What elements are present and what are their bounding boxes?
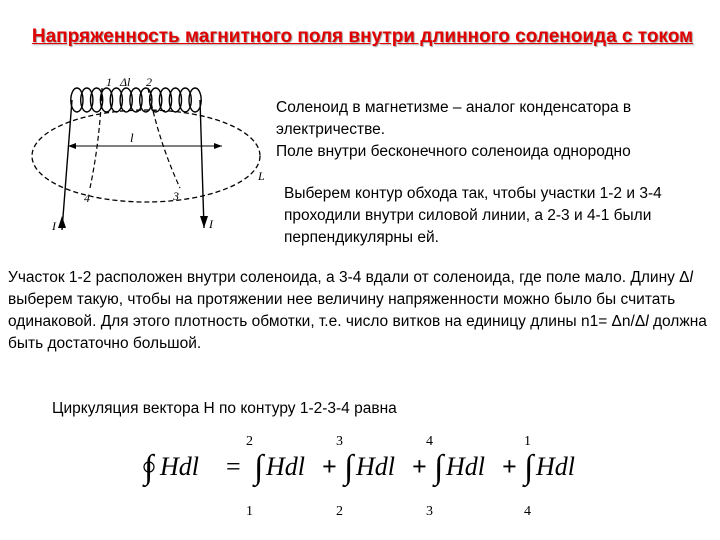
solenoid-figure <box>28 70 276 250</box>
solenoid-coils <box>71 88 201 112</box>
circulation-formula <box>130 420 610 530</box>
length-arrow-right <box>214 143 222 149</box>
intro-text <box>276 97 706 163</box>
section-l-symbol-2: l <box>645 313 649 330</box>
intro-line-1: Соленоид в магнетизме – аналог конденсатора в электричестве. <box>276 99 632 138</box>
page-title: Напряженность магнитного поля внутри длинного соленоида с током <box>31 26 694 47</box>
circulation-text: Циркуляция вектора Н по контуру 1-2-3-4 равна <box>52 400 397 417</box>
label-point-2: 2 <box>146 75 152 89</box>
integral-sign: ∫ <box>434 449 444 486</box>
equals-sign: = <box>226 452 241 481</box>
upper-limit: 2 <box>246 434 253 449</box>
contour-segment-2-3 <box>148 88 180 188</box>
label-length: l <box>130 130 134 145</box>
closed-integral-sign: ∫ <box>144 449 154 486</box>
integrand: Hdl <box>266 452 305 481</box>
integral-term-2 <box>336 434 395 519</box>
integrand: Hdl <box>446 452 485 481</box>
upper-limit: 4 <box>426 434 433 449</box>
section-text-mid: выберем такую, чтобы на протяжении нее величину напряженности можно было бы считать одинаковой. Для этого плотность обмотки, т.е. число витков на единицу длины n1= Δn/Δ <box>8 291 676 330</box>
intro-line-2: Поле внутри бесконечного соленоида однородно <box>276 143 631 160</box>
section-text-end: должна быть достаточно большой. <box>8 313 707 352</box>
plus-sign-2: + <box>412 452 427 481</box>
lower-limit: 2 <box>336 504 343 519</box>
integrand: Hdl <box>356 452 395 481</box>
current-out-arrow <box>200 216 208 228</box>
section-text <box>8 267 708 355</box>
label-point-3: 3 <box>173 189 179 203</box>
upper-limit: 1 <box>524 434 531 449</box>
lower-limit: 1 <box>246 504 253 519</box>
section-text-start: Участок 1-2 расположен внутри соленоида, а 3-4 вдали от соленоида, где поле мало. Длину Δ <box>8 269 690 286</box>
section-l-symbol-1: l <box>689 269 693 286</box>
label-delta-l: Δl <box>120 75 131 89</box>
label-point-4: 4 <box>84 191 90 205</box>
upper-limit: 3 <box>336 434 343 449</box>
current-in-arrow <box>58 216 66 228</box>
integral-term-3 <box>426 434 485 519</box>
integral-sign: ∫ <box>254 449 264 486</box>
label-current-out: I <box>209 217 213 231</box>
integral-sign: ∫ <box>524 449 534 486</box>
lead-wire-left <box>62 100 72 230</box>
contour-text: Выберем контур обхода так, чтобы участки 1-2 и 3-4 проходили внутри силовой линии, а 2-3 и 4-1 были перпендикулярны ей. <box>284 185 662 246</box>
integral-term-4 <box>522 434 575 519</box>
plus-sign-1: + <box>322 452 337 481</box>
integrand-closed: Hdl <box>160 452 199 481</box>
label-contour: L <box>258 169 265 183</box>
lower-limit: 4 <box>524 504 531 519</box>
integrand: Hdl <box>536 452 575 481</box>
label-point-1: 1 <box>106 75 112 89</box>
plus-sign-3: + <box>502 452 517 481</box>
integral-term-1 <box>246 434 305 519</box>
field-line-ellipse <box>32 110 260 202</box>
lower-limit: 3 <box>426 504 433 519</box>
integral-sign: ∫ <box>344 449 354 486</box>
lead-wire-right <box>200 100 204 228</box>
label-current-in: I <box>52 219 56 233</box>
